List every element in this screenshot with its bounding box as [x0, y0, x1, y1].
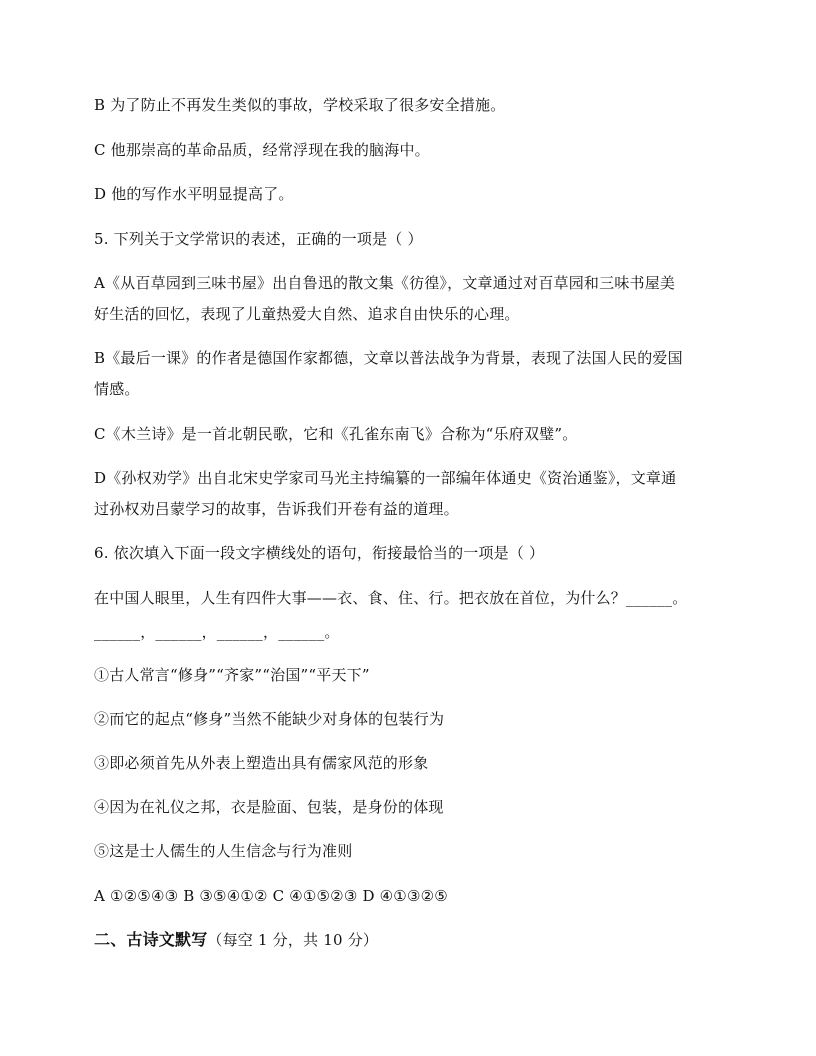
section-heading-title: 二、古诗文默写	[94, 930, 208, 949]
q6-passage-blanks: ______，______，______，______。	[94, 623, 340, 641]
q6-sentence-3: ③即必须首先从外表上塑造出具有儒家风范的形象	[94, 754, 429, 772]
option-c-text: C 他那崇高的革命品质，经常浮现在我的脑海中。	[94, 141, 430, 159]
q6-sentence-5: ⑤这是士人儒生的人生信念与行为准则	[94, 842, 353, 860]
option-b-text: B 为了防止不再发生类似的事故，学校采取了很多安全措施。	[94, 96, 506, 114]
q5-option-d-line1: D《孙权劝学》出自北宋史学家司马光主持编纂的一部编年体通史《资治通鉴》，文章通	[94, 469, 677, 487]
section-heading	[94, 930, 724, 950]
q5-option-c: C《木兰诗》是一首北朝民歌，它和《孔雀东南飞》合称为“乐府双璧”。	[94, 425, 578, 443]
q5-option-b-line2: 情感。	[94, 380, 140, 398]
question-5-stem: 5. 下列关于文学常识的表述，正确的一项是（ ）	[94, 230, 423, 248]
q6-sentence-2: ②而它的起点“修身”当然不能缺少对身体的包装行为	[94, 710, 445, 728]
q6-sentence-1: ①古人常言“修身”“齐家”“治国”“平天下”	[94, 666, 370, 684]
section-heading-note: （每空 1 分，共 10 分）	[207, 931, 379, 949]
q5-option-d-line2: 过孙权劝吕蒙学习的故事，告诉我们开卷有益的道理。	[94, 500, 459, 518]
q6-passage-line1: 在中国人眼里，人生有四件大事——衣、食、住、行。把衣放在首位，为什么？______。	[94, 589, 688, 607]
question-6-stem: 6. 依次填入下面一段文字横线处的语句，衔接最恰当的一项是（ ）	[94, 544, 545, 562]
q5-option-a-line2: 好生活的回忆，表现了儿童热爱大自然、追求自由快乐的心理。	[94, 305, 520, 323]
q6-answer-options: A ①②⑤④③ B ③⑤④①② C ④①⑤②③ D ④①③②⑤	[94, 887, 448, 905]
q6-sentence-4: ④因为在礼仪之邦，衣是脸面、包装，是身份的体现	[94, 798, 444, 816]
q5-option-a-line1: A《从百草园到三味书屋》出自鲁迅的散文集《彷徨》，文章通过对百草园和三味书屋美	[94, 274, 676, 292]
option-d-text: D 他的写作水平明显提高了。	[94, 185, 294, 203]
q5-option-b-line1: B《最后一课》的作者是德国作家都德，文章以普法战争为背景，表现了法国人民的爱国	[94, 349, 683, 367]
